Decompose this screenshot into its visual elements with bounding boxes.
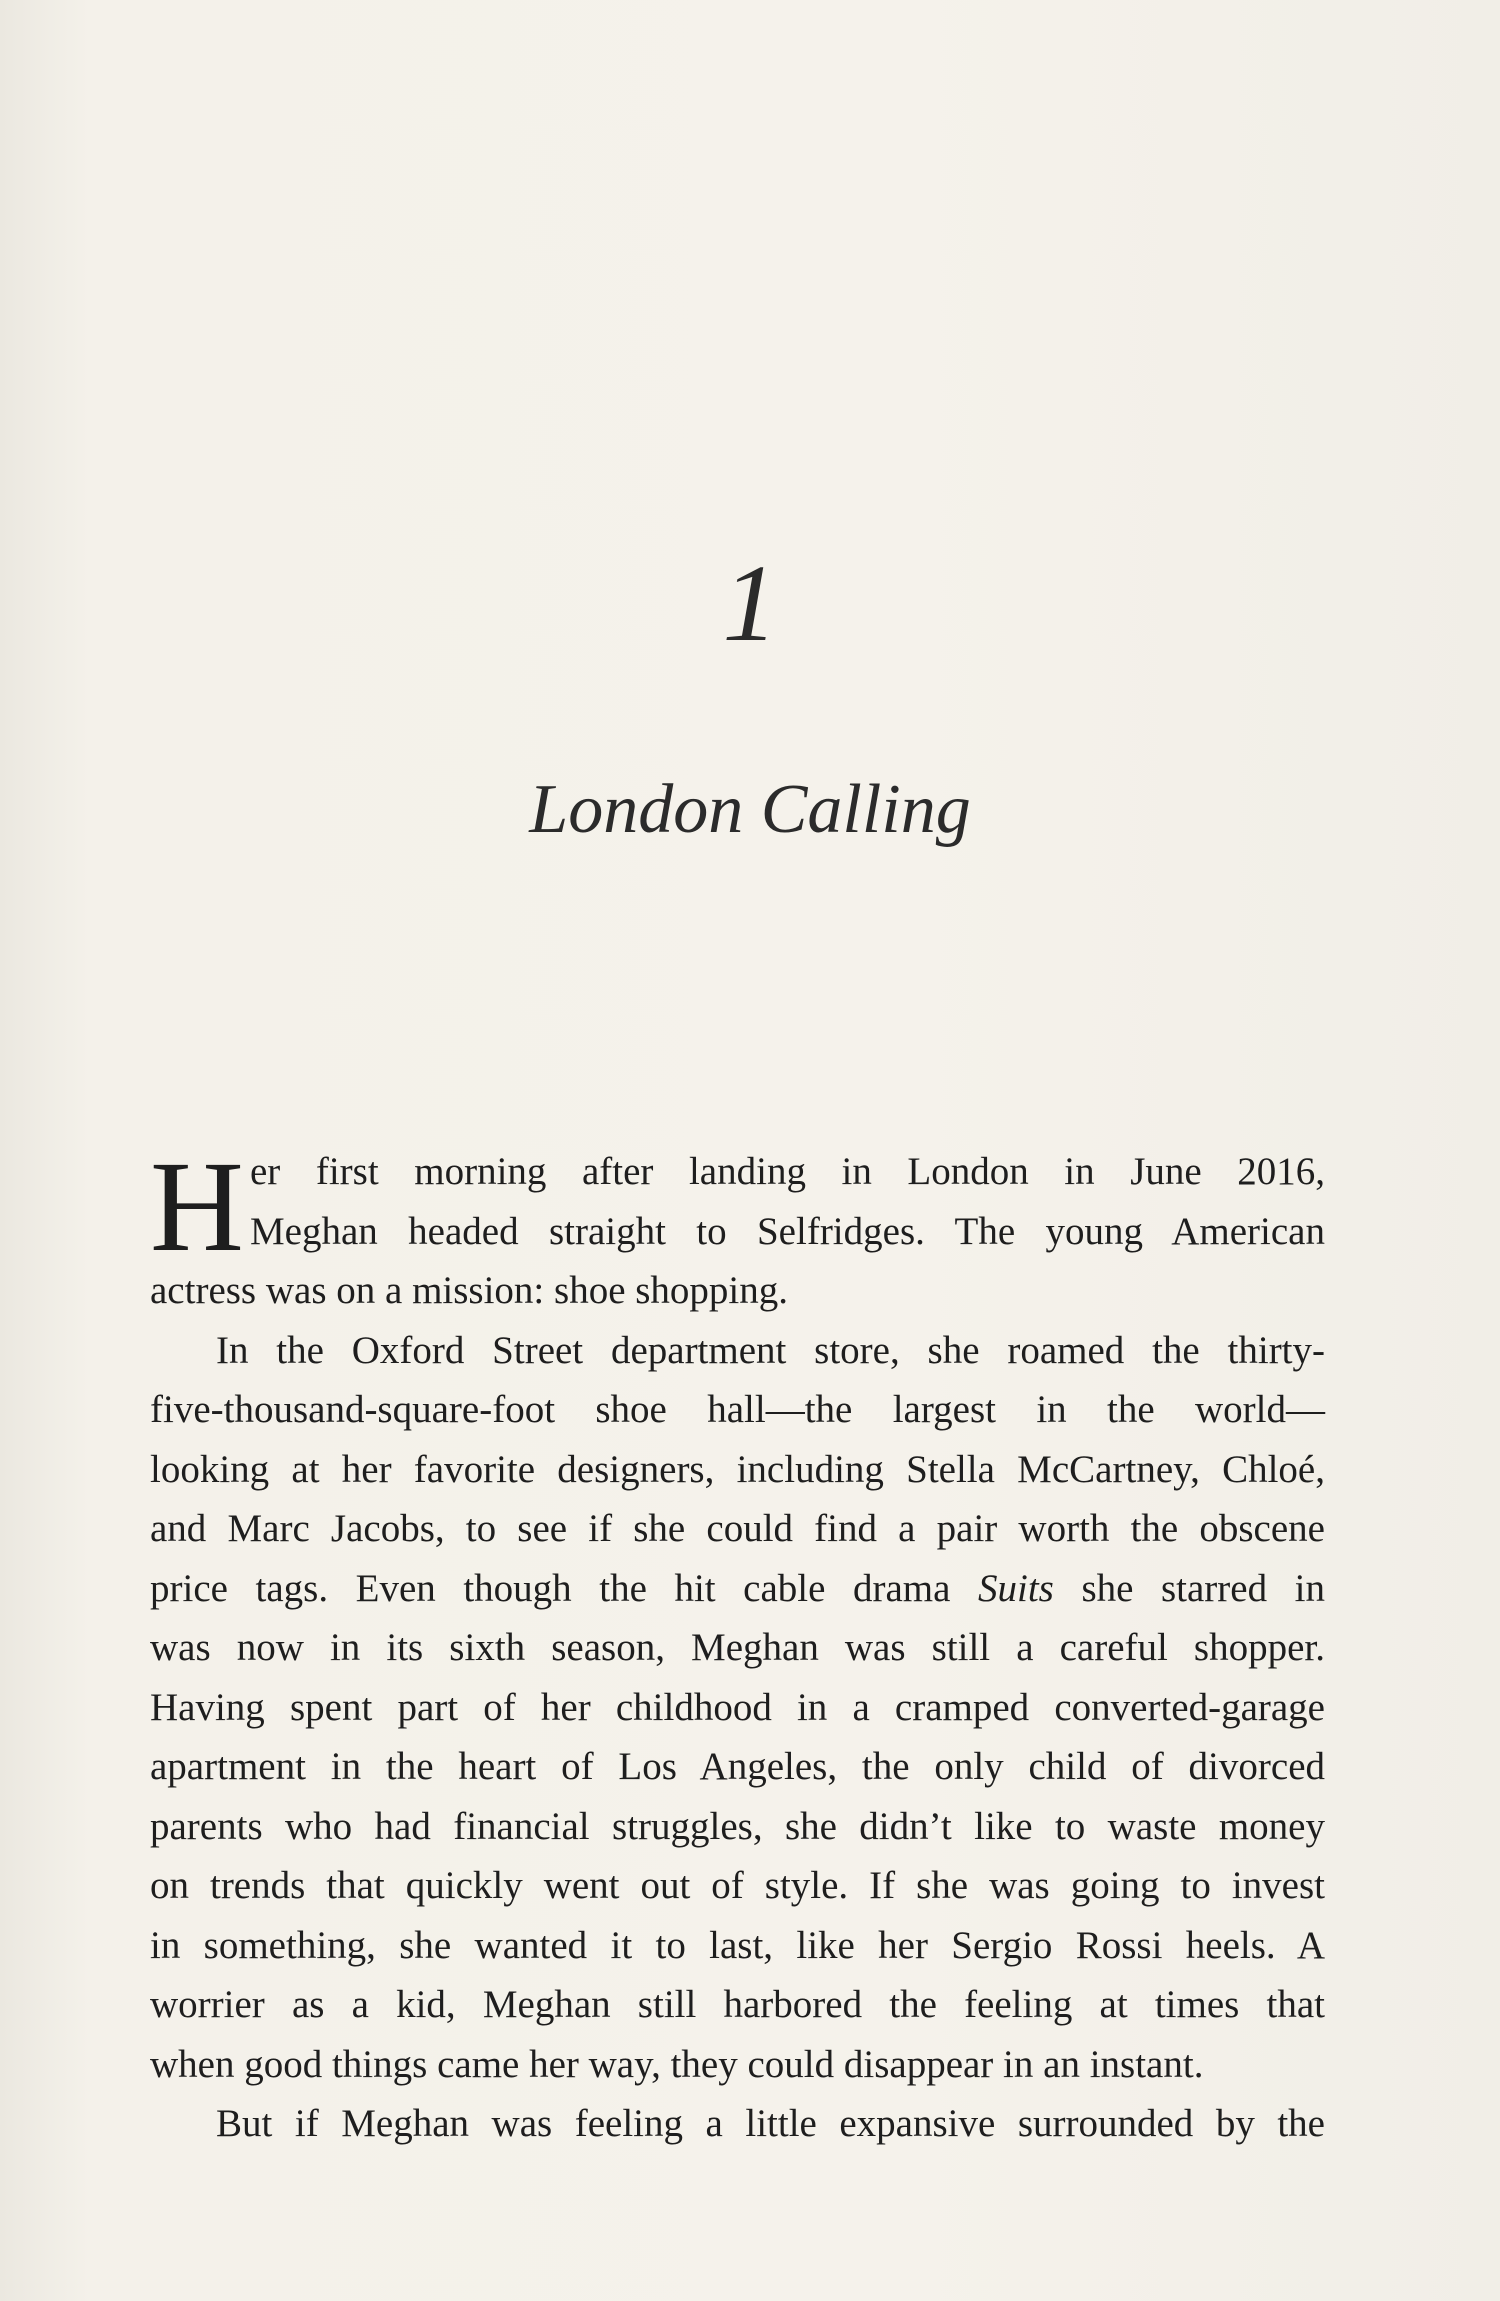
text-line: In the Oxford Street department store, she roamed the thirty- (216, 1328, 1325, 1372)
text-line: five-thousand-square-foot shoe hall—the largest in the world— (150, 1388, 1325, 1431)
drop-cap: H (150, 1135, 244, 1279)
text-line: on trends that quickly went out of style. If she was going to invest (150, 1864, 1325, 1907)
paragraph (150, 2094, 1325, 2154)
text-line: apartment in the heart of Los Angeles, the only child of divorced (150, 1745, 1325, 1788)
italic-title: Suits (978, 1566, 1054, 1610)
chapter-number: 1 (722, 542, 778, 664)
chapter-body (150, 1135, 1325, 2154)
text-line-with-italic (150, 1559, 1325, 1619)
text-line: and Marc Jacobs, to see if she could find a pair worth the obscene (150, 1507, 1325, 1550)
text-line: looking at her favorite designers, including Stella McCartney, Chloé, (150, 1447, 1325, 1491)
text-segment: price tags. Even though the hit cable drama (150, 1566, 979, 1610)
text-line: in something, she wanted it to last, like her Sergio Rossi heels. A (150, 1923, 1325, 1967)
text-line: worrier as a kid, Meghan still harbored the feeling at times that (150, 1983, 1325, 2026)
text-line: actress was on a mission: shoe shopping. (150, 1269, 789, 1312)
paragraph (150, 1321, 1325, 2095)
text-line: parents who had financial struggles, she didn’t like to waste money (150, 1804, 1325, 1848)
text-line: er first morning after landing in London in June 2016, (250, 1150, 1325, 1193)
text-line: But if Meghan was feeling a little expansive surrounded by the (216, 2102, 1325, 2145)
text-line: was now in its sixth season, Meghan was still a careful shopper. (150, 1626, 1325, 1669)
text-line: Having spent part of her childhood in a cramped converted-garage (150, 1685, 1325, 1729)
text-line: when good things came her way, they could disappear in an instant. (150, 2042, 1204, 2086)
text-line: Meghan headed straight to Selfridges. The young American (250, 1209, 1325, 1253)
chapter-title: London Calling (529, 771, 971, 848)
text-segment: she starred in (1053, 1566, 1325, 1610)
opening-paragraph (150, 1135, 1325, 1321)
